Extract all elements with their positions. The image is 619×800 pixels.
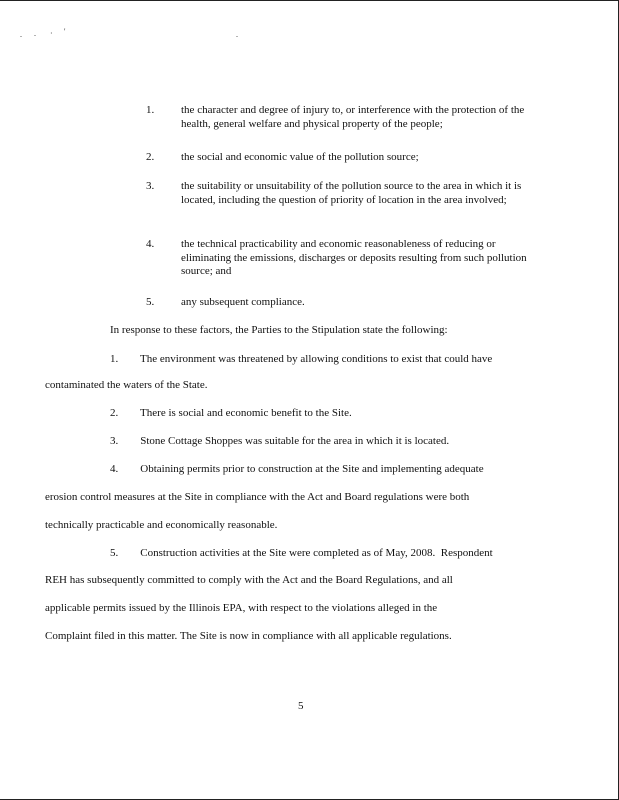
factor-text: the technical practicability and economic reasonableness of reducing or eliminating the emissions, discharges or deposits resulting from such pollution source; and xyxy=(181,238,527,277)
factor-number: 5. xyxy=(146,296,155,308)
scan-mark: . xyxy=(34,29,36,38)
response-5-line: 5. Construction activities at the Site were completed as of May, 2008. Respondent xyxy=(110,547,493,559)
response-5-line: REH has subsequently committed to comply with the Act and the Board Regulations, and all xyxy=(45,574,453,586)
scan-mark: · xyxy=(50,29,53,38)
factor-number: 1. xyxy=(146,104,155,116)
factor-text: the character and degree of injury to, or interference with the protection of the health, general welfare and physical property of the people; xyxy=(181,104,525,130)
scan-mark: . xyxy=(236,30,238,39)
response-4-line: erosion control measures at the Site in compliance with the Act and Board regulations were both xyxy=(45,491,470,503)
factor-number: 3. xyxy=(146,180,155,192)
page-number: 5 xyxy=(298,700,304,712)
response-1-line: 1. The environment was threatened by allowing conditions to exist that could have xyxy=(110,353,493,365)
response-3: 3. Stone Cottage Shoppes was suitable for the area in which it is located. xyxy=(110,435,450,447)
response-4-line: technically practicable and economically reasonable. xyxy=(45,519,278,531)
response-5-line: applicable permits issued by the Illinois EPA, with respect to the violations alleged in the xyxy=(45,602,438,614)
response-5-line: Complaint filed in this matter. The Site is now in compliance with all applicable regulations. xyxy=(45,630,452,642)
intro-paragraph: In response to these factors, the Parties to the Stipulation state the following: xyxy=(110,324,448,336)
response-4-line: 4. Obtaining permits prior to construction at the Site and implementing adequate xyxy=(110,463,484,475)
scan-mark: . xyxy=(20,30,22,39)
factor-number: 4. xyxy=(146,238,155,250)
scan-mark: ' xyxy=(64,27,66,36)
factor-number: 2. xyxy=(146,151,155,163)
factor-text: any subsequent compliance. xyxy=(181,296,305,308)
response-1-line: contaminated the waters of the State. xyxy=(45,379,208,391)
factor-text: the suitability or unsuitability of the pollution source to the area in which it is located, including the question of priority of location in the area involved; xyxy=(181,180,522,206)
factor-text: the social and economic value of the pollution source; xyxy=(181,151,419,163)
response-2: 2. There is social and economic benefit to the Site. xyxy=(110,407,352,419)
